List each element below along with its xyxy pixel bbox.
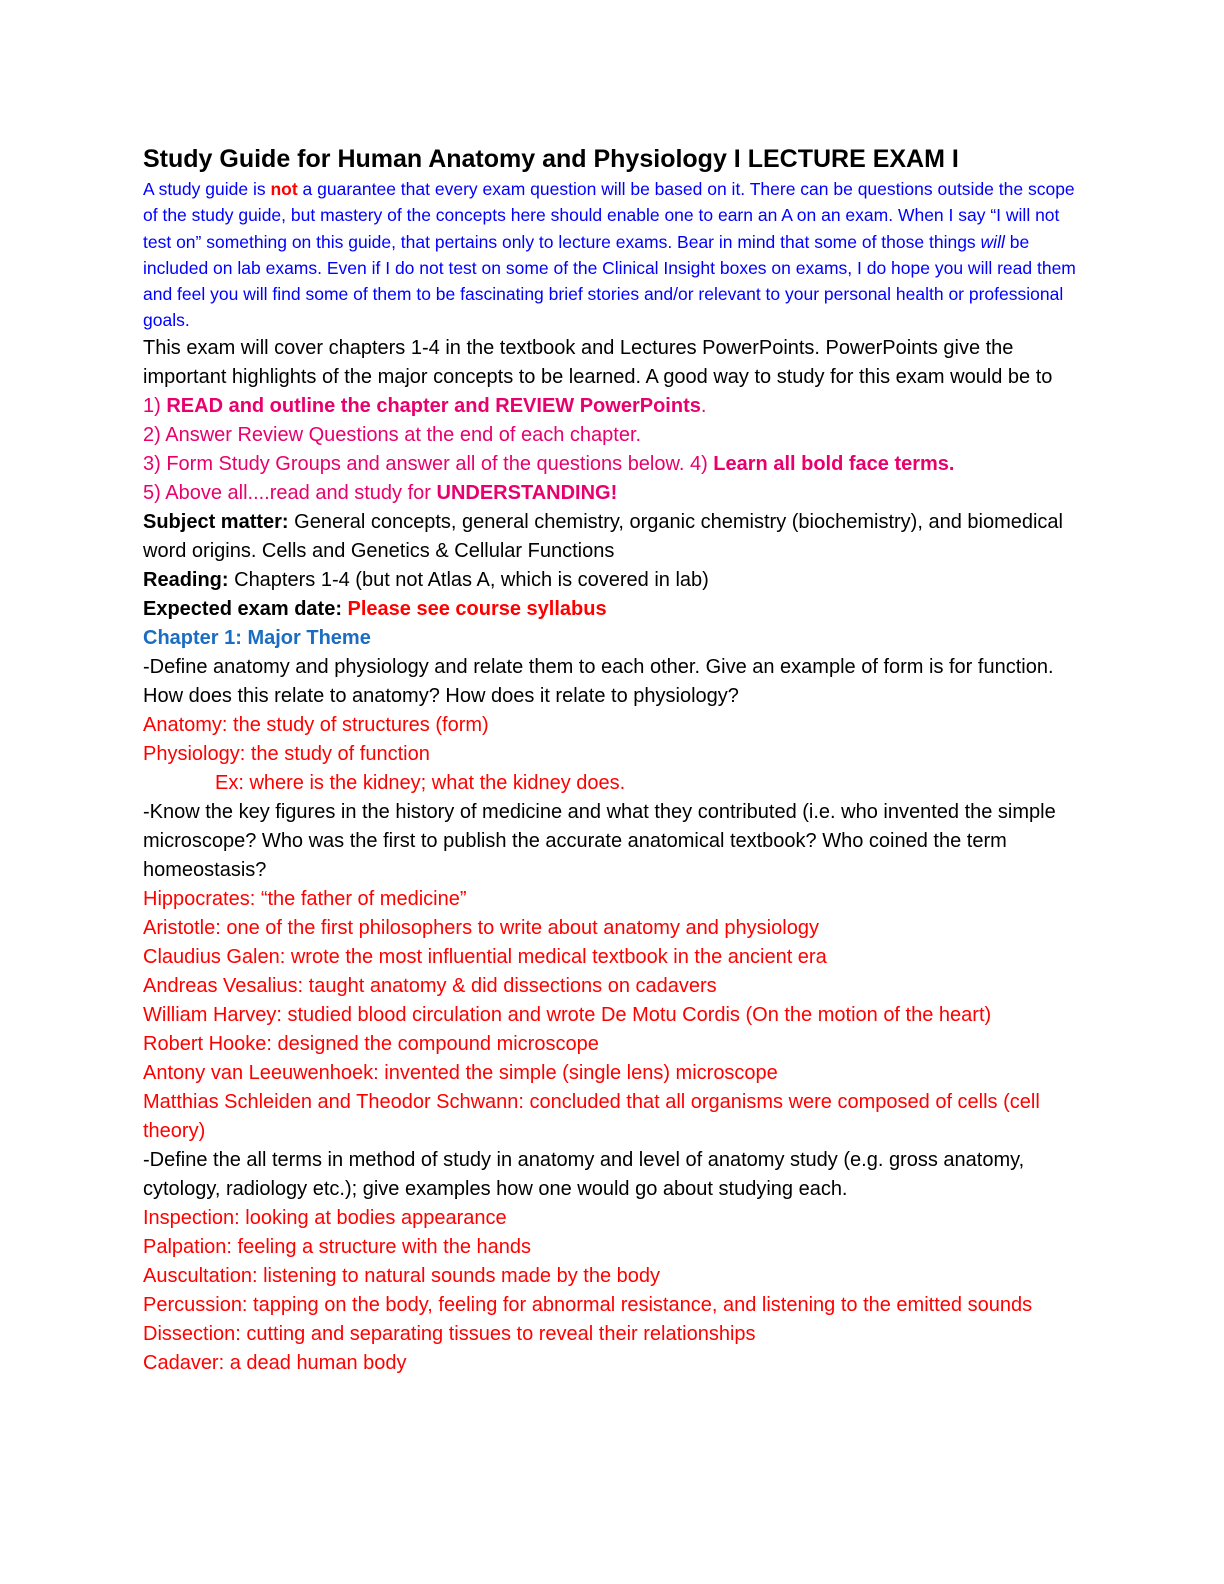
step-4-bold: Learn all bold face terms. xyxy=(713,452,955,475)
document-page xyxy=(143,142,1083,1378)
question-3: -Define the all terms in method of study in anatomy and level of anatomy study (e.g. gross anatomy, cytology, radiology etc.); give examples how one would go about studying each. xyxy=(143,1148,1025,1200)
answer-1-example: Ex: where is the kidney; what the kidney does. xyxy=(215,771,626,794)
reading-text: Chapters 1-4 (but not Atlas A, which is covered in lab) xyxy=(228,568,709,591)
disclaimer-text-3: be included on lab exams. Even if I do not test on some of the Clinical Insight boxes on exams, I do hope you will read them and feel you will find some of them to be fascinating brief stories and/or relevant to your personal health or professional goals. xyxy=(143,231,1076,331)
answer-2-item: Robert Hooke: designed the compound microscope xyxy=(143,1032,599,1055)
step-2: 2) Answer Review Questions at the end of each chapter. xyxy=(143,423,642,446)
step-5-text: 5) Above all....read and study for xyxy=(143,481,437,504)
step-1-end: . xyxy=(700,394,707,417)
answer-2-item: Matthias Schleiden and Theodor Schwann: concluded that all organisms were composed of cells (cell theory) xyxy=(143,1090,1040,1142)
answer-3-item: Palpation: feeling a structure with the hands xyxy=(143,1235,532,1258)
disclaimer-paragraph xyxy=(143,176,1083,334)
answer-3-item: Dissection: cutting and separating tissues to reveal their relationships xyxy=(143,1322,756,1345)
answer-2-item: Hippocrates: “the father of medicine” xyxy=(143,887,467,910)
step-3-text: 3) Form Study Groups and answer all of the questions below. 4) xyxy=(143,452,714,475)
question-1: -Define anatomy and physiology and relate them to each other. Give an example of form is for function. How does this relate to anatomy? How does it relate to physiology? xyxy=(143,655,1054,707)
disclaimer-text-2: a guarantee that every exam question will be based on it. There can be questions outside the scope of the study guide, but mastery of the concepts here should enable one to earn an A on an exam. When I say “I will not test on” something on this guide, that pertains only to lecture exams. Bear in mind that some of those things xyxy=(143,179,1075,252)
exam-date-label: Expected exam date: xyxy=(143,597,348,620)
chapter-heading: Chapter 1: Major Theme xyxy=(143,626,371,649)
step-1 xyxy=(143,392,1083,421)
disclaimer-will: will xyxy=(980,231,1005,252)
reading-label: Reading: xyxy=(143,568,229,591)
reading xyxy=(143,566,1083,595)
question-2: -Know the key figures in the history of medicine and what they contributed (i.e. who invented the simple microscope? Who was the first to publish the accurate anatomical textbook? Who coined the term homeostasis? xyxy=(143,800,1056,881)
step-5 xyxy=(143,479,1083,508)
step-5-bold: UNDERSTANDING! xyxy=(436,481,618,504)
answer-2-item: Claudius Galen: wrote the most influential medical textbook in the ancient era xyxy=(143,945,827,968)
answer-2-item: William Harvey: studied blood circulation and wrote De Motu Cordis (On the motion of the heart) xyxy=(143,1003,992,1026)
subject-text: General concepts, general chemistry, organic chemistry (biochemistry), and biomedical word origins. Cells and Genetics & Cellular Functions xyxy=(143,510,1063,562)
step-1-bold: READ and outline the chapter and REVIEW PowerPoints xyxy=(166,394,701,417)
subject-label: Subject matter: xyxy=(143,510,289,533)
answer-1-anatomy: Anatomy: the study of structures (form) xyxy=(143,713,489,736)
answer-3-item: Percussion: tapping on the body, feeling for abnormal resistance, and listening to the emitted sounds xyxy=(143,1293,1033,1316)
exam-date-value: Please see course syllabus xyxy=(347,597,607,620)
disclaimer-not: not xyxy=(270,179,298,199)
answer-1-physiology: Physiology: the study of function xyxy=(143,742,430,765)
subject-matter xyxy=(143,508,1083,566)
answer-2-item: Antony van Leeuwenhoek: invented the simple (single lens) microscope xyxy=(143,1061,778,1084)
disclaimer-text-1: A study guide is xyxy=(143,179,271,199)
answer-2-item: Andreas Vesalius: taught anatomy & did dissections on cadavers xyxy=(143,974,717,997)
page-title: Study Guide for Human Anatomy and Physiology I LECTURE EXAM I xyxy=(143,145,959,173)
answer-3-item: Auscultation: listening to natural sounds made by the body xyxy=(143,1264,660,1287)
answer-2-item: Aristotle: one of the first philosophers to write about anatomy and physiology xyxy=(143,916,819,939)
step-3 xyxy=(143,450,1083,479)
answer-3-item: Inspection: looking at bodies appearance xyxy=(143,1206,507,1229)
exam-date xyxy=(143,595,1083,624)
intro-paragraph: This exam will cover chapters 1-4 in the textbook and Lectures PowerPoints. PowerPoints give the important highlights of the major concepts to be learned. A good way to study for this exam would be to xyxy=(143,336,1053,388)
step-1-number: 1) xyxy=(143,394,167,417)
answer-3-item: Cadaver: a dead human body xyxy=(143,1351,407,1374)
